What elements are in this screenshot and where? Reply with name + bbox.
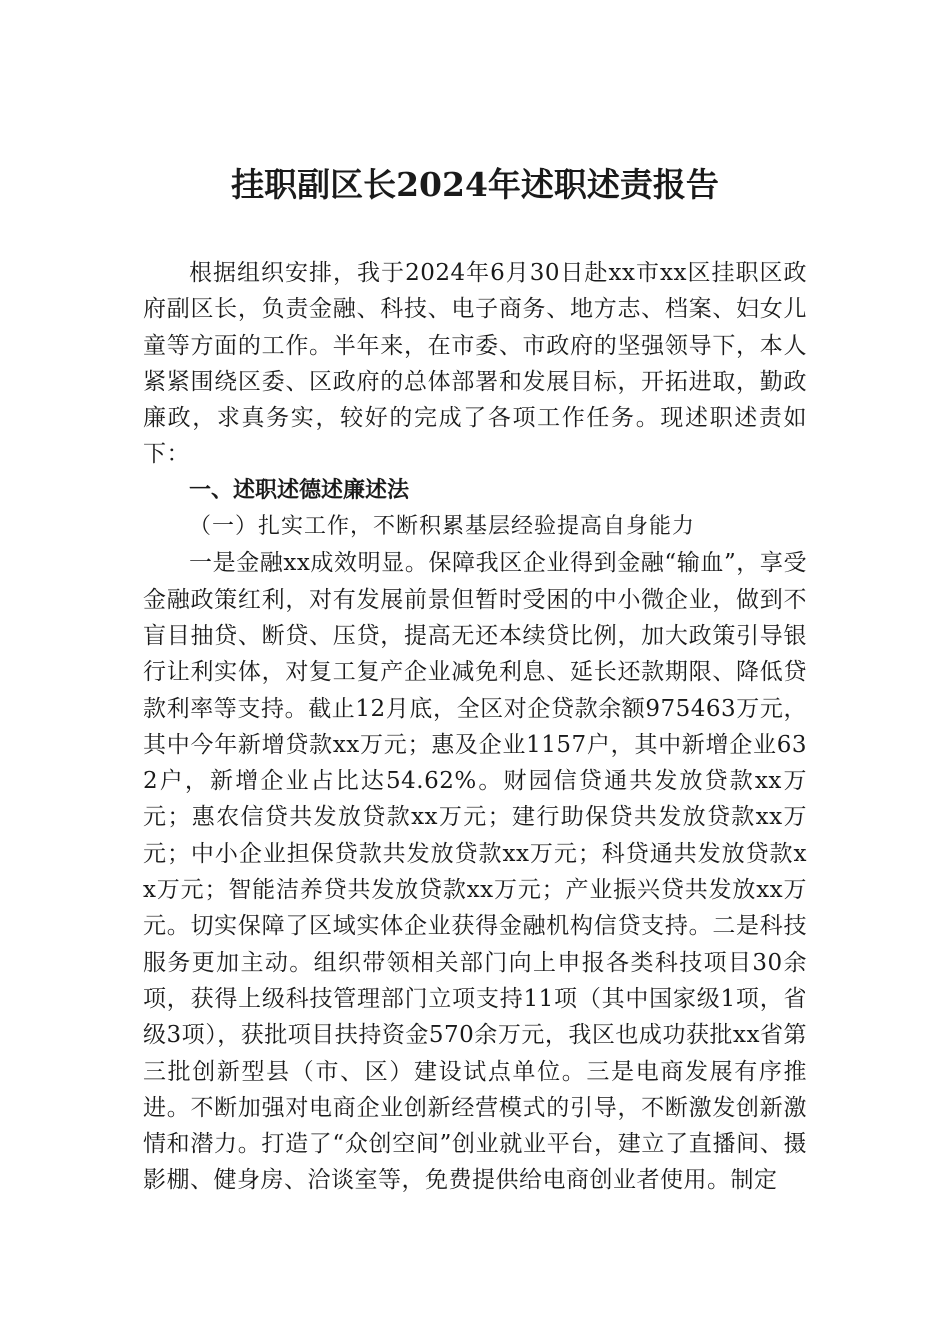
document-body	[143, 255, 807, 1199]
section-heading: 一、述职述德述廉述法	[189, 477, 410, 503]
subsection-heading: （一）扎实工作，不断积累基层经验提高自身能力	[189, 514, 696, 540]
body-paragraph: 一是金融xx成效明显。保障我区企业得到金融“输血”，享受金融政策红利，对有发展前景但暂时受困的中小微企业，做到不盲目抽贷、断贷、压贷，提高无还本续贷比例，加大政策引导银行让利实体，对复工复产企业减免利息、延长还款期限、降低贷款利率等支持。截止12月底，全区对企贷款余额975463万元，其中今年新增贷款xx万元；惠及企业1157户，其中新增企业632户，新增企业占比达54.62%。财园信贷通共发放贷款xx万元；惠农信贷共发放贷款xx万元；建行助保贷共发放贷款xx万元；中小企业担保贷款共发放贷款xx万元；科贷通共发放贷款xx万元；智能洁养贷共发放贷款xx万元；产业振兴贷共发放xx万元。切实保障了区域实体企业获得金融机构信贷支持。二是科技服务更加主动。组织带领相关部门向上申报各类科技项目30余项，获得上级科技管理部门立项支持11项（其中国家级1项，省级3项），获批项目扶持资金570余万元，我区也成功获批xx省第三批创新型县（市、区）建设试点单位。三是电商发展有序推进。不断加强对电商企业创新经营模式的引导，不断激发创新激情和潜力。打造了“众创空间”创业就业平台，建立了直播间、摄影棚、健身房、洽谈室等，免费提供给电商创业者使用。制定	[143, 550, 807, 1194]
document-title: 挂职副区长2024年述职述责报告	[231, 165, 719, 204]
intro-paragraph: 根据组织安排，我于2024年6月30日赴xx市xx区挂职区政府副区长，负责金融、科技、电子商务、地方志、档案、妇女儿童等方面的工作。半年来，在市委、市政府的坚强领导下，本人紧紧围绕区委、区政府的总体部署和发展目标，开拓进取，勤政廉政，求真务实，较好的完成了各项工作任务。现述职述责如下：	[143, 260, 807, 468]
